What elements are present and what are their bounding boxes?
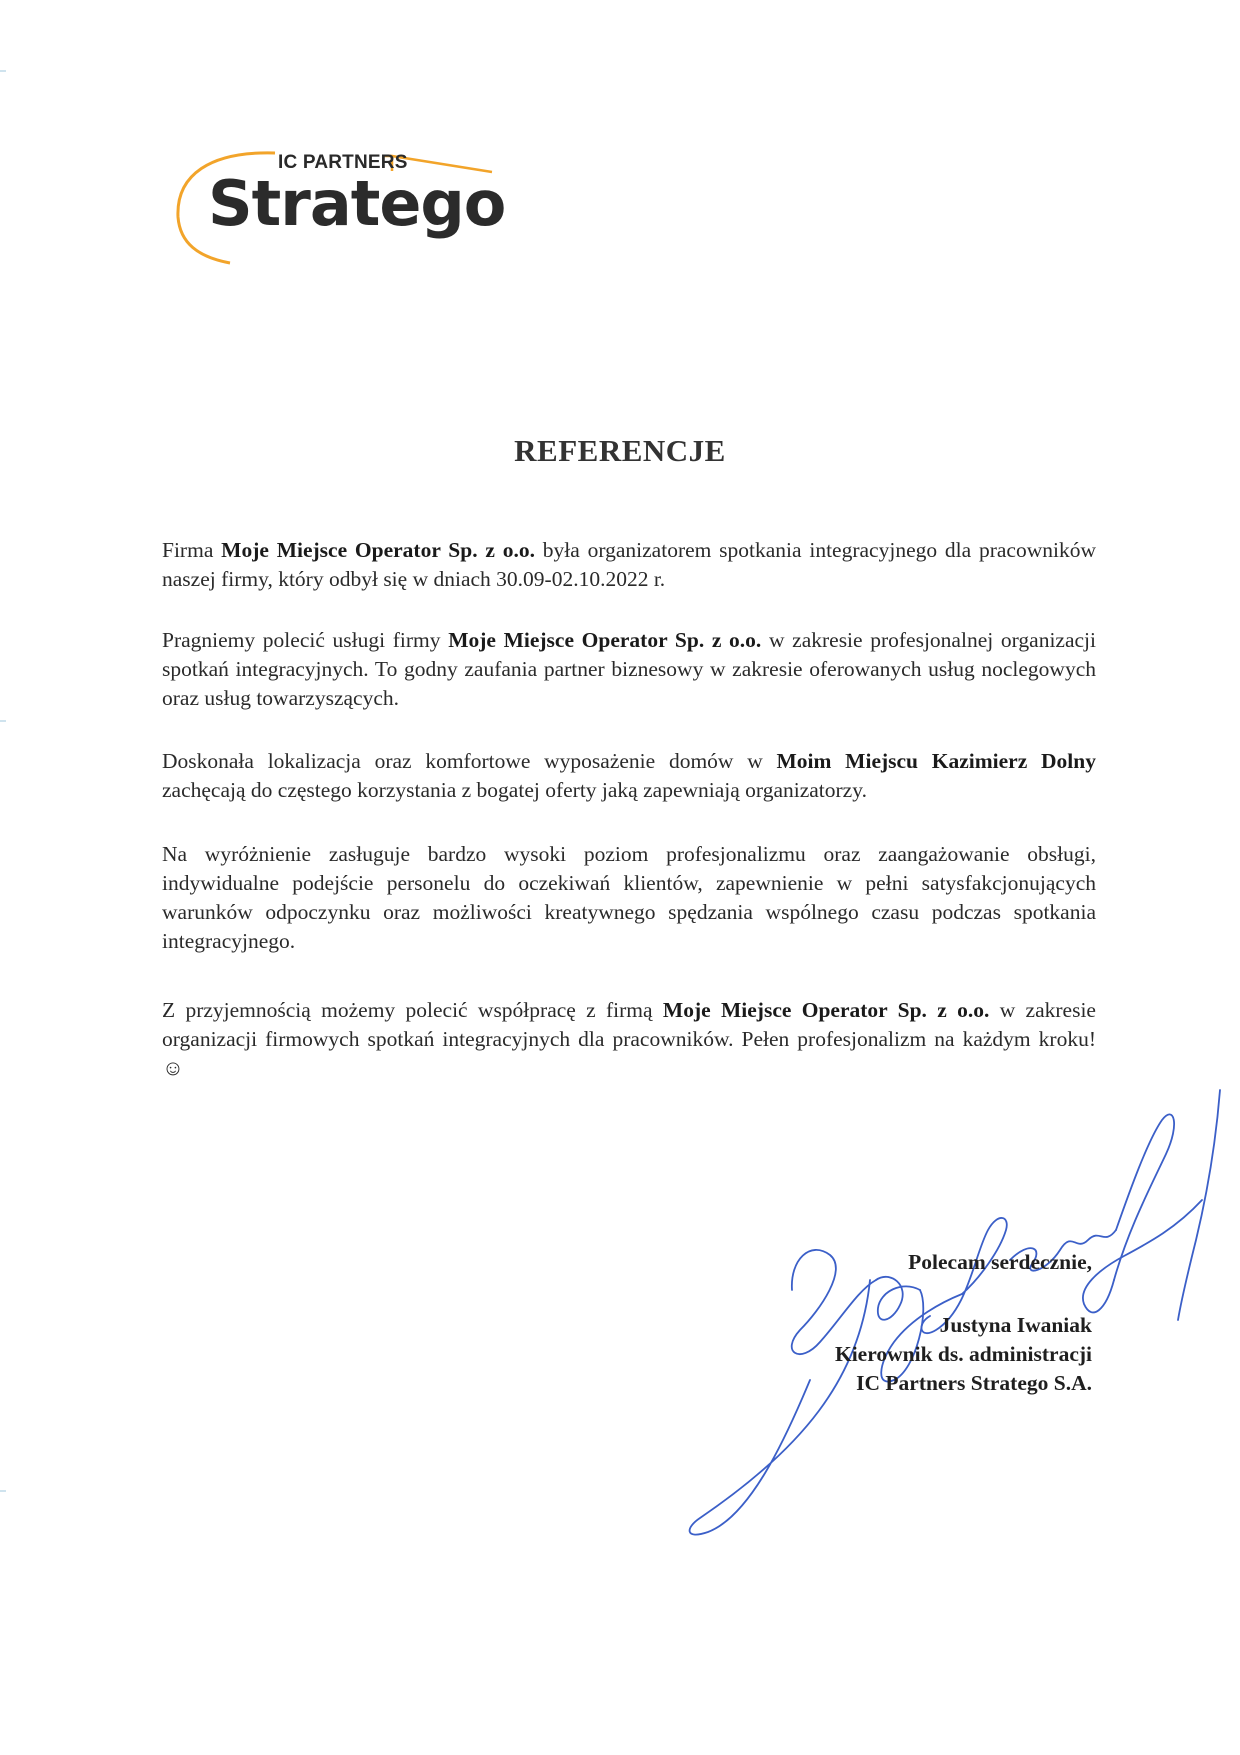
paragraph-2-text-b: w zakresie profesjonalnej organizacji spotkań integracyjnych. To godny zaufania partner biznesowy w zakresie oferowanych usług noclegowych oraz usług towarzyszących. <box>162 628 1096 710</box>
logo-stratego-text: Stratego <box>208 167 506 240</box>
paragraph-1-text-b: była organizatorem spotkania integracyjnego dla pracowników naszej firmy, który odbył się w dniach 30.09-02.10.2022 r. <box>162 538 1096 591</box>
closing-phrase: Polecam serdecznie, <box>908 1250 1092 1274</box>
paragraph-3 <box>162 747 1096 805</box>
paragraph-3-text-a: Doskonała lokalizacja oraz komfortowe wyposażenie domów w <box>162 749 777 773</box>
paragraph-2-company-name: Moje Miejsce Operator Sp. z o.o. <box>448 628 762 652</box>
company-logo <box>170 145 510 275</box>
signatory-company: IC Partners Stratego S.A. <box>856 1371 1092 1395</box>
paragraph-5-text-b: w zakresie organizacji firmowych spotkań integracyjnych dla pracowników. Pełen profesjonalizm na każdym kroku! ☺ <box>162 998 1096 1080</box>
paragraph-1-company-name: Moje Miejsce Operator Sp. z o.o. <box>221 538 535 562</box>
paragraph-3-text-b: zachęcają do częstego korzystania z bogatej oferty jaką zapewniają organizatorzy. <box>162 778 867 802</box>
signatory-name: Justyna Iwaniak <box>939 1313 1092 1337</box>
paragraph-5-company-name: Moje Miejsce Operator Sp. z o.o. <box>662 998 990 1022</box>
scan-edge-mark <box>0 70 6 72</box>
signatory-role: Kierownik ds. administracji <box>834 1342 1092 1366</box>
document-title: REFERENCJE <box>514 433 726 468</box>
paragraph-1-text-a: Firma <box>162 538 222 562</box>
scan-edge-mark <box>0 1490 6 1492</box>
paragraph-4-text: Na wyróżnienie zasługuje bardzo wysoki poziom profesjonalizmu oraz zaangażowanie obsługi, indywidualne podejście personelu do oczekiwań klientów, zapewnienie w pełni satysfakcjonujących warunków odpoczynku oraz możliwości kreatywnego spędzania wspólnego czasu podczas spotkania integracyjnego. <box>162 842 1096 953</box>
handwritten-signature <box>680 1080 1240 1540</box>
paragraph-1 <box>162 536 1096 594</box>
paragraph-3-venue-name: Moim Miejscu Kazimierz Dolny <box>776 749 1096 773</box>
paragraph-2 <box>162 626 1096 713</box>
logo-ic-partners-text: IC PARTNERS <box>278 152 408 173</box>
paragraph-5-text-a: Z przyjemnością możemy polecić współpracę z firmą <box>162 998 663 1022</box>
paragraph-2-text-a: Pragniemy polecić usługi firmy <box>162 628 449 652</box>
scan-edge-mark <box>0 720 6 722</box>
paragraph-4 <box>162 840 1096 956</box>
paragraph-5 <box>162 996 1096 1083</box>
